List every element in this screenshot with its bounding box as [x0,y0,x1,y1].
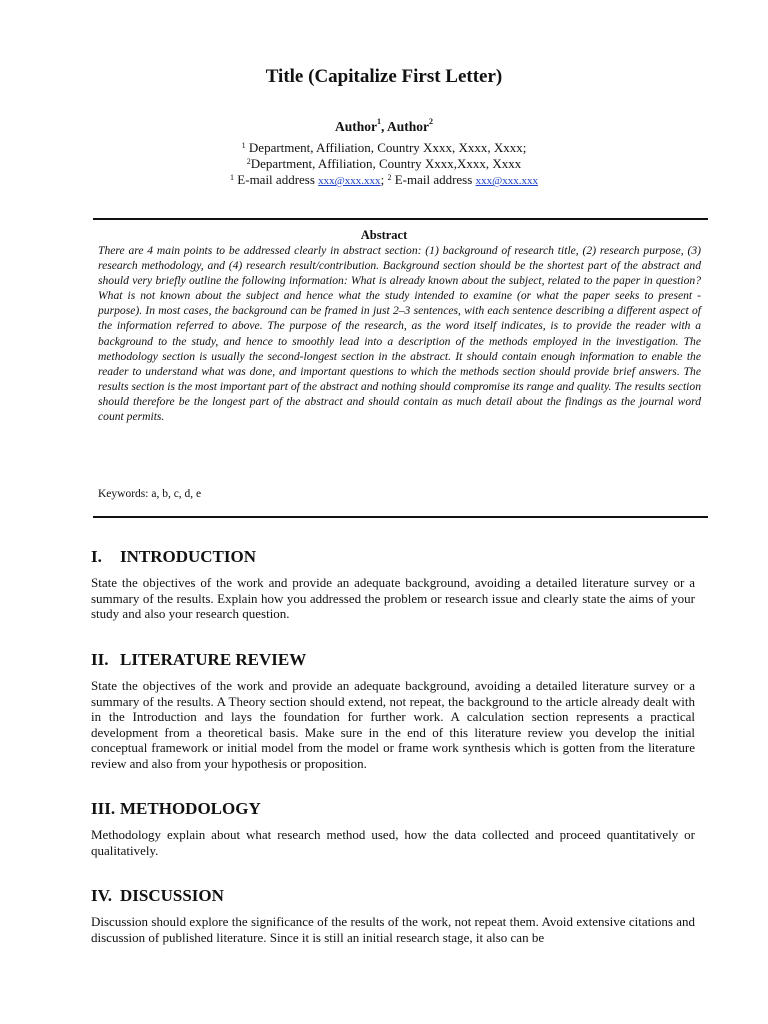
email-label: E-mail address [237,172,315,187]
email-label: E-mail address [394,172,473,187]
section-title: LITERATURE REVIEW [120,650,307,669]
paper-title: Title (Capitalize First Letter) [265,66,503,87]
abstract-bottom-rule [93,516,708,518]
section-title: INTRODUCTION [120,547,257,566]
section-number: II. [91,650,109,669]
author-separator: , [380,119,387,134]
keywords-line: Keywords: a, b, c, d, e [98,488,202,500]
author-name: Author [334,119,377,134]
section-heading-literature-review [91,650,306,670]
section-number: I. [91,547,102,566]
section-body-literature-review: State the objectives of the work and provide an adequate background, avoiding a detailed literature survey or a summary of the results. A Theory section should extend, not repeat, the background to the article already dealt with in the Introduction and lays the foundation for further work. A calculation section represents a practical development from a theoretical basis. Make sure in the end of this literature review you develop the initial conceptual framework or initial model from the model or frame work synthesis which is gotten from the literature review and also from your hypothesis or proposition. [91,678,695,771]
section-number: IV. [91,886,112,905]
email-superscript: 2 [387,173,392,182]
email-link[interactable]: xxx@xxx.xxx [475,175,538,187]
email-separator: ; [380,172,385,187]
abstract-top-rule [93,218,708,220]
affiliation-superscript: 1 [241,141,246,150]
abstract-heading: Abstract [360,228,408,242]
section-heading-discussion [91,886,224,906]
section-heading-introduction [91,547,256,567]
email-superscript: 1 [230,173,235,182]
section-body-methodology: Methodology explain about what research method used, how the data collected and proceed quantitatively or qualitatively. [91,827,695,858]
affiliation-text: Department, Affiliation, Country Xxxx,Xxxx, Xxxx [250,156,522,171]
section-title: DISCUSSION [120,886,224,905]
affiliations-block [0,140,768,189]
affiliation-superscript: 2 [246,157,251,166]
author-name: Author [387,119,430,134]
author-superscript: 1 [376,117,381,126]
section-body-introduction: State the objectives of the work and provide an adequate background, avoiding a detailed literature survey or a summary of the results. Explain how you addressed the problem or research issue and clearly state the aims of your study and also your research question. [91,575,695,622]
section-number: III. [91,799,116,818]
affiliation-text: Department, Affiliation, Country Xxxx, Xxxx, Xxxx; [248,140,527,155]
email-link[interactable]: xxx@xxx.xxx [318,175,381,187]
section-title: METHODOLOGY [120,799,261,818]
affiliation-line [0,156,768,172]
author-line [0,119,768,135]
abstract-text: There are 4 main points to be addressed clearly in abstract section: (1) background of research title, (2) research purpose, (3) research methodology, and (4) research result/contribution. Background section should be the shortest part of the abstract and should very briefly outline the following information: What is already known about the subject, related to the paper in question? What is not known about the subject and hence what the study intended to examine (or what the paper seeks to present - purpose). In most cases, the background can be framed in just 2–3 sentences, with each sentence describing a different aspect of the information referred to above. The purpose of the research, as the word itself indicates, is to provide the reader with a background to the study, and hence to smoothly lead into a description of the methods employed in the investigation. The methodology section is usually the second-longest section in the abstract. It should contain enough information to enable the reader to understand what was done, and important questions to which the methods section should provide brief answers. The results section is the most important part of the abstract and nothing should compromise its range and quality. The results section should therefore be the longest part of the abstract and should contain as much detail about the findings as the journal word count permits. [98,244,701,424]
email-line [0,172,768,189]
section-body-discussion: Discussion should explore the significance of the results of the work, not repeat them. Avoid extensive citations and discussion of published literature. Since it is still an initial research stage, it also can be [91,914,695,945]
affiliation-line [0,140,768,156]
author-superscript: 2 [429,117,434,126]
section-heading-methodology [91,799,261,819]
